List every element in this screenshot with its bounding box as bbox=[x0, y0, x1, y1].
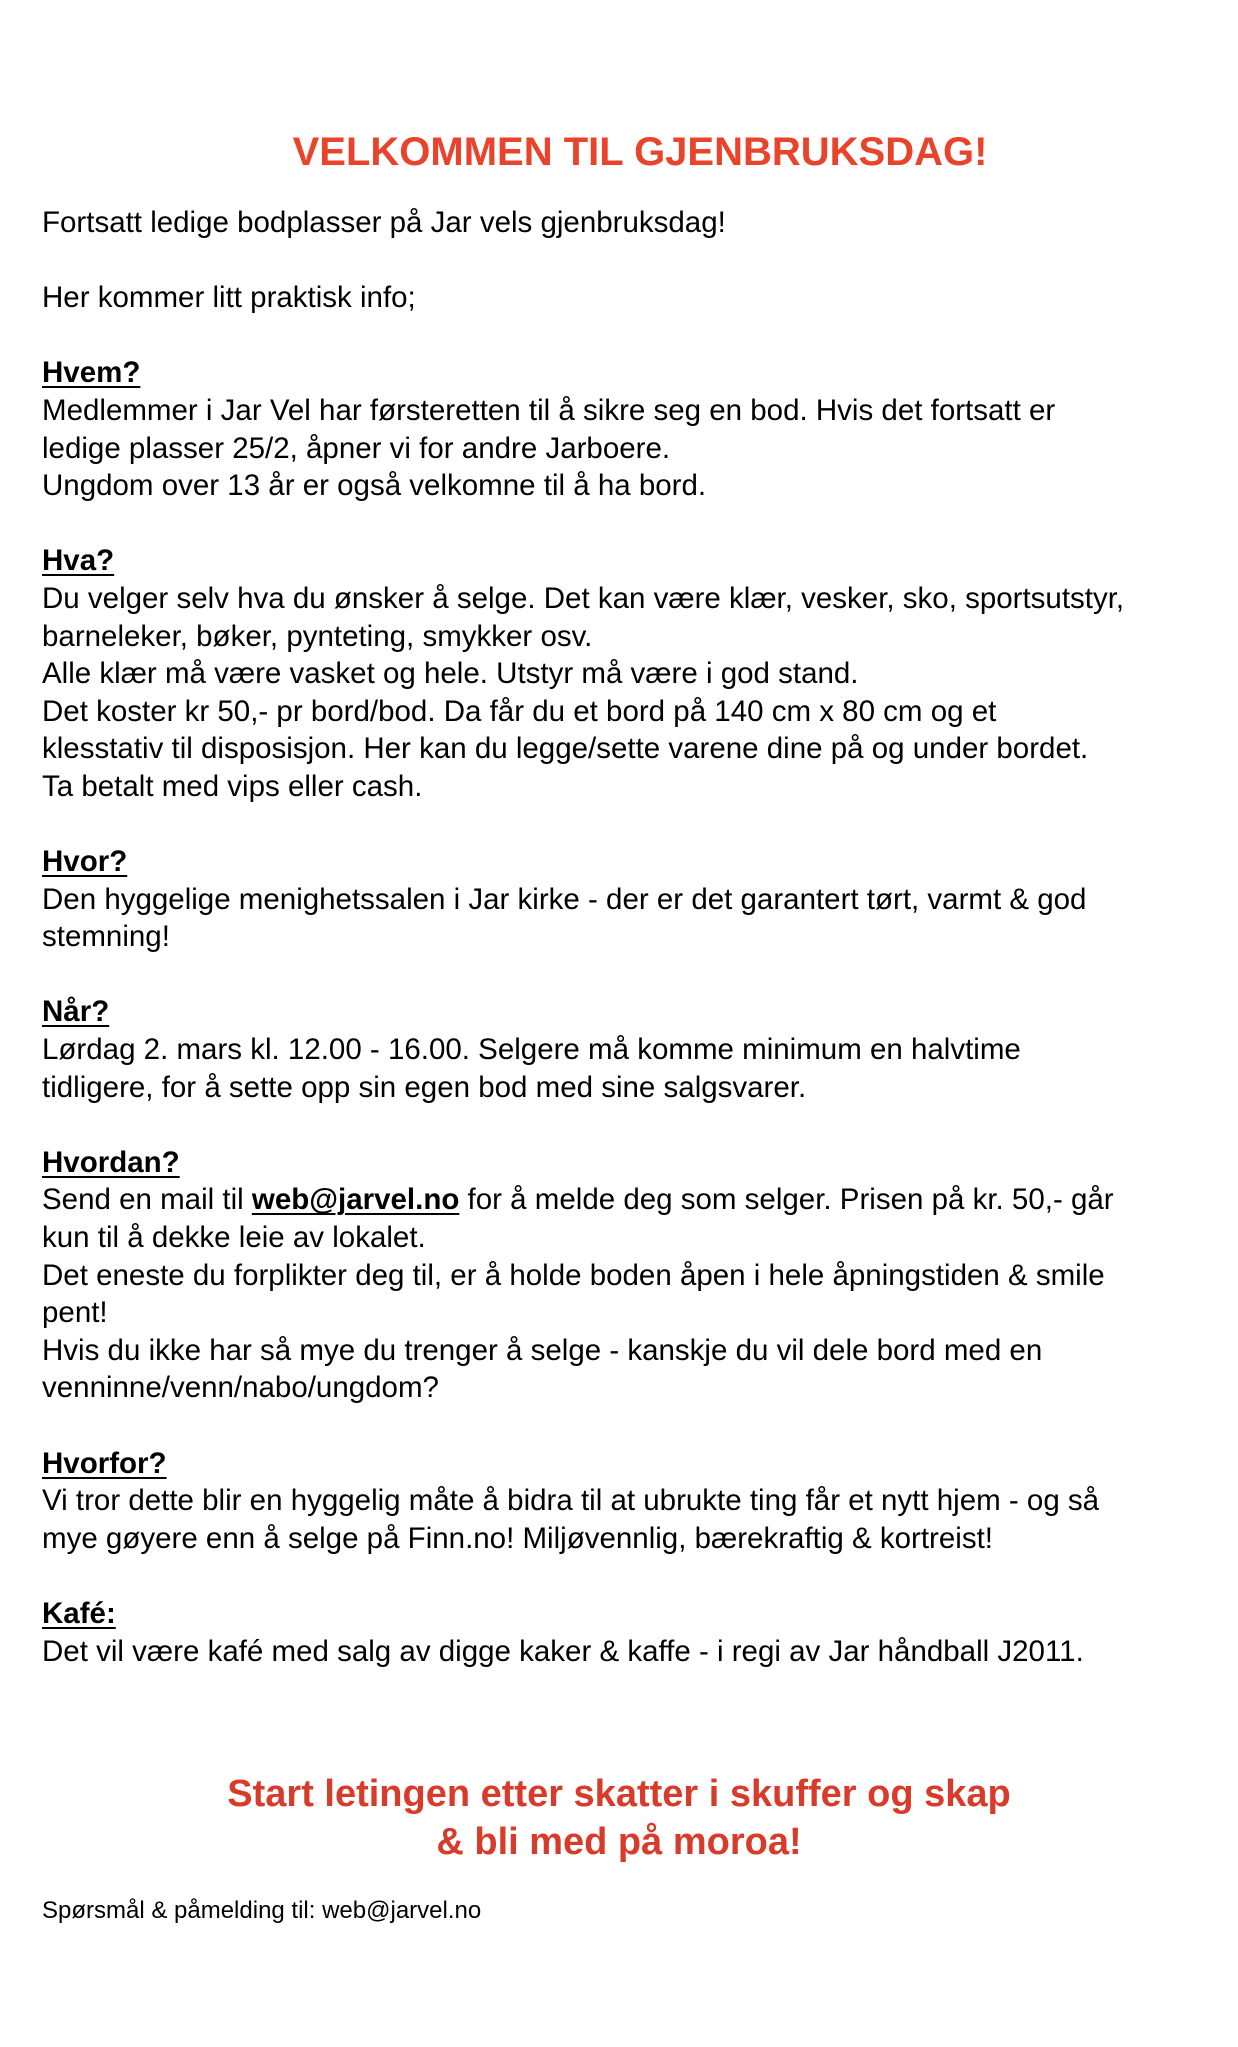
section-line: Ta betalt med vips eller cash. bbox=[42, 769, 423, 803]
section-hvordan bbox=[42, 1144, 1238, 1407]
section-heading: Hvordan? bbox=[42, 1145, 180, 1179]
section-line: barneleker, bøker, pynteting, smykker osv. bbox=[42, 619, 593, 653]
text: for å melde deg som selger. Prisen på kr. 50,- går bbox=[459, 1183, 1114, 1217]
section-line: venninne/venn/nabo/ungdom? bbox=[42, 1371, 439, 1405]
section-line: Den hyggelige menighetssalen i Jar kirke - der er det garantert tørt, varmt & god bbox=[42, 882, 1087, 916]
section-line: Alle klær må være vasket og hele. Utstyr må være i god stand. bbox=[42, 657, 859, 691]
section-line: Vi tror dette blir en hyggelig måte å bidra til at ubrukte ting får et nytt hjem - og så bbox=[42, 1484, 1100, 1518]
text: Send en mail til bbox=[42, 1183, 252, 1217]
section-heading: Hvor? bbox=[42, 845, 128, 879]
document-body bbox=[42, 128, 1238, 1670]
section-heading: Hvem? bbox=[42, 356, 141, 390]
spacer bbox=[42, 317, 1238, 355]
section-line: tidligere, for å sette opp sin egen bod med sine salgsvarer. bbox=[42, 1070, 807, 1104]
intro-line: Her kommer litt praktisk info; bbox=[42, 281, 416, 315]
section-line: mye gøyere enn å selge på Finn.no! Miljøvennlig, bærekraftig & kortreist! bbox=[42, 1521, 993, 1555]
section-heading: Hva? bbox=[42, 544, 115, 578]
section-hvem bbox=[42, 354, 1238, 504]
tagline-line: Start letingen etter skatter i skuffer og skap bbox=[227, 1773, 1011, 1815]
section-hvor bbox=[42, 843, 1238, 956]
footer-contact: Spørsmål & påmelding til: web@jarvel.no bbox=[42, 1897, 482, 1924]
page-title: VELKOMMEN TIL GJENBRUKSDAG! bbox=[292, 130, 988, 174]
section-line: stemning! bbox=[42, 920, 170, 954]
spacer bbox=[42, 956, 1238, 994]
section-line: Ungdom over 13 år er også velkomne til å ha bord. bbox=[42, 469, 707, 503]
section-line: Det eneste du forplikter deg til, er å holde boden åpen i hele åpningstiden & smile bbox=[42, 1258, 1105, 1292]
email-link[interactable]: web@jarvel.no bbox=[251, 1183, 460, 1217]
spacer bbox=[42, 1557, 1238, 1595]
spacer bbox=[42, 806, 1238, 844]
section-line: Medlemmer i Jar Vel har førsteretten til å sikre seg en bod. Hvis det fortsatt er bbox=[42, 393, 1056, 427]
tagline-line: & bli med på moroa! bbox=[436, 1821, 802, 1863]
spacer bbox=[42, 1106, 1238, 1144]
section-line: ledige plasser 25/2, åpner vi for andre Jarboere. bbox=[42, 431, 671, 465]
spacer bbox=[42, 242, 1238, 280]
section-line: Det koster kr 50,- pr bord/bod. Da får du et bord på 140 cm x 80 cm og et bbox=[42, 694, 997, 728]
spacer bbox=[42, 1407, 1238, 1445]
section-line: Du velger selv hva du ønsker å selge. Det kan være klær, vesker, sko, sportsutstyr, bbox=[42, 581, 1125, 615]
section-heading: Kafé: bbox=[42, 1596, 116, 1630]
section-line: kun til å dekke leie av lokalet. bbox=[42, 1221, 426, 1255]
section-line: klesstativ til disposisjon. Her kan du legge/sette varene dine på og under bordet. bbox=[42, 732, 1089, 766]
section-line: Det vil være kafé med salg av digge kaker & kaffe - i regi av Jar håndball J2011. bbox=[42, 1634, 1084, 1668]
tagline bbox=[0, 1770, 1238, 1866]
section-line bbox=[42, 1181, 1238, 1219]
section-line: pent! bbox=[42, 1296, 108, 1330]
section-kafe bbox=[42, 1595, 1238, 1670]
section-line: Hvis du ikke har så mye du trenger å selge - kanskje du vil dele bord med en bbox=[42, 1333, 1043, 1367]
intro-line: Fortsatt ledige bodplasser på Jar vels gjenbruksdag! bbox=[42, 206, 726, 239]
section-heading: Hvorfor? bbox=[42, 1446, 167, 1480]
section-hva bbox=[42, 542, 1238, 805]
section-hvorfor bbox=[42, 1445, 1238, 1558]
spacer bbox=[42, 505, 1238, 543]
section-naar bbox=[42, 993, 1238, 1106]
section-heading: Når? bbox=[42, 995, 110, 1029]
section-line: Lørdag 2. mars kl. 12.00 - 16.00. Selgere må komme minimum en halvtime bbox=[42, 1033, 1021, 1067]
